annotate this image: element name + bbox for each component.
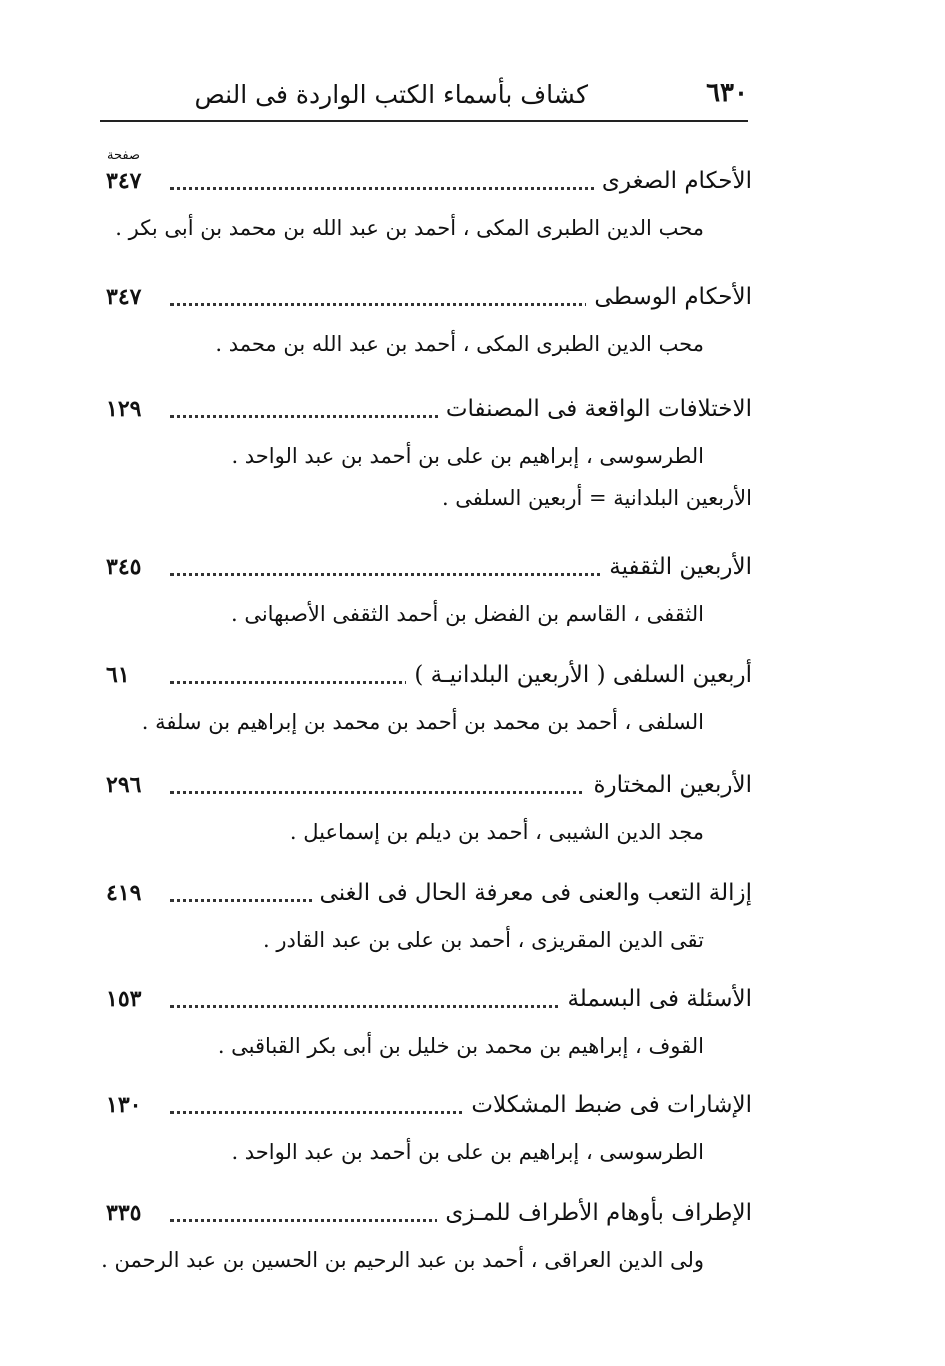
book-title: الأربعين الثقفية: [601, 554, 752, 580]
index-entry: [100, 660, 752, 744]
running-title: كشاف بأسماء الكتب الواردة فى النص: [194, 80, 588, 109]
page-reference: ١٥٣: [106, 986, 142, 1012]
index-entry: [100, 1090, 752, 1174]
page-reference: ٤١٩: [106, 880, 142, 906]
page-column-label: صفحة: [107, 148, 140, 163]
author-line: محب الدين الطبرى المكى ، أحمد بن عبد الله بن محمد بن أبى بكر .: [115, 216, 704, 240]
book-title: الإطراف بأوهام الأطراف للمـزى: [437, 1200, 752, 1226]
book-title: الاختلافات الواقعة فى المصنفات: [438, 396, 752, 422]
index-entry: [100, 1198, 752, 1282]
author-line: مجد الدين الشيبى ، أحمد بن ديلم بن إسماعيل .: [289, 820, 704, 844]
page-reference: ٣٤٧: [106, 168, 142, 194]
index-entry: [100, 878, 752, 962]
cross-reference: الأربعين البلدانية = أربعين السلفى .: [441, 486, 752, 510]
book-title: الأربعين المختارة: [585, 772, 752, 798]
author-line: محب الدين الطبرى المكى ، أحمد بن عبد الله بن محمد .: [215, 332, 704, 356]
book-title: أربعين السلفى ( الأربعين البلدانيـة ): [406, 662, 752, 688]
index-entry: [100, 166, 752, 250]
book-title: الأسئلة فى البسملة: [559, 986, 752, 1012]
page-reference: ٣٤٥: [106, 554, 142, 580]
index-entry: [100, 394, 752, 518]
author-line: القوف ، إبراهيم بن محمد بن خليل بن أبى بكر القباقبى .: [217, 1034, 704, 1058]
page-reference: ٣٣٥: [106, 1200, 142, 1226]
author-line: الثقفى ، القاسم بن الفضل بن أحمد الثقفى الأصبهانى .: [230, 602, 704, 626]
book-title: الأحكام الوسطى: [586, 284, 752, 310]
author-line: الطرسوسى ، إبراهيم بن على بن أحمد بن عبد الواحد .: [231, 1140, 704, 1164]
index-entry: [100, 282, 752, 366]
book-title: إزالة التعب والعنى فى معرفة الحال فى الغنى: [312, 880, 752, 906]
page-reference: ١٢٩: [106, 396, 142, 422]
page-reference: ٦١: [106, 662, 130, 688]
book-title: الإشارات فى ضبط المشكلات: [463, 1092, 752, 1118]
page-number: ٦٣٠: [706, 78, 748, 108]
page-reference: ٣٤٧: [106, 284, 142, 310]
index-entry: [100, 770, 752, 854]
author-line: ولى الدين العراقى ، أحمد بن عبد الرحيم بن الحسين بن عبد الرحمن .: [101, 1248, 704, 1272]
page-header: [100, 78, 748, 122]
page-reference: ٢٩٦: [106, 772, 142, 798]
author-line: تقى الدين المقريزى ، أحمد بن على بن عبد القادر .: [263, 928, 704, 952]
author-line: الطرسوسى ، إبراهيم بن على بن أحمد بن عبد الواحد .: [231, 444, 704, 468]
index-entry: [100, 552, 752, 636]
page-reference: ١٣٠: [106, 1092, 142, 1118]
book-title: الأحكام الصغرى: [594, 168, 752, 194]
author-line: السلفى ، أحمد بن محمد بن أحمد بن محمد بن إبراهيم بن سلفة .: [141, 710, 704, 734]
index-entry: [100, 984, 752, 1068]
